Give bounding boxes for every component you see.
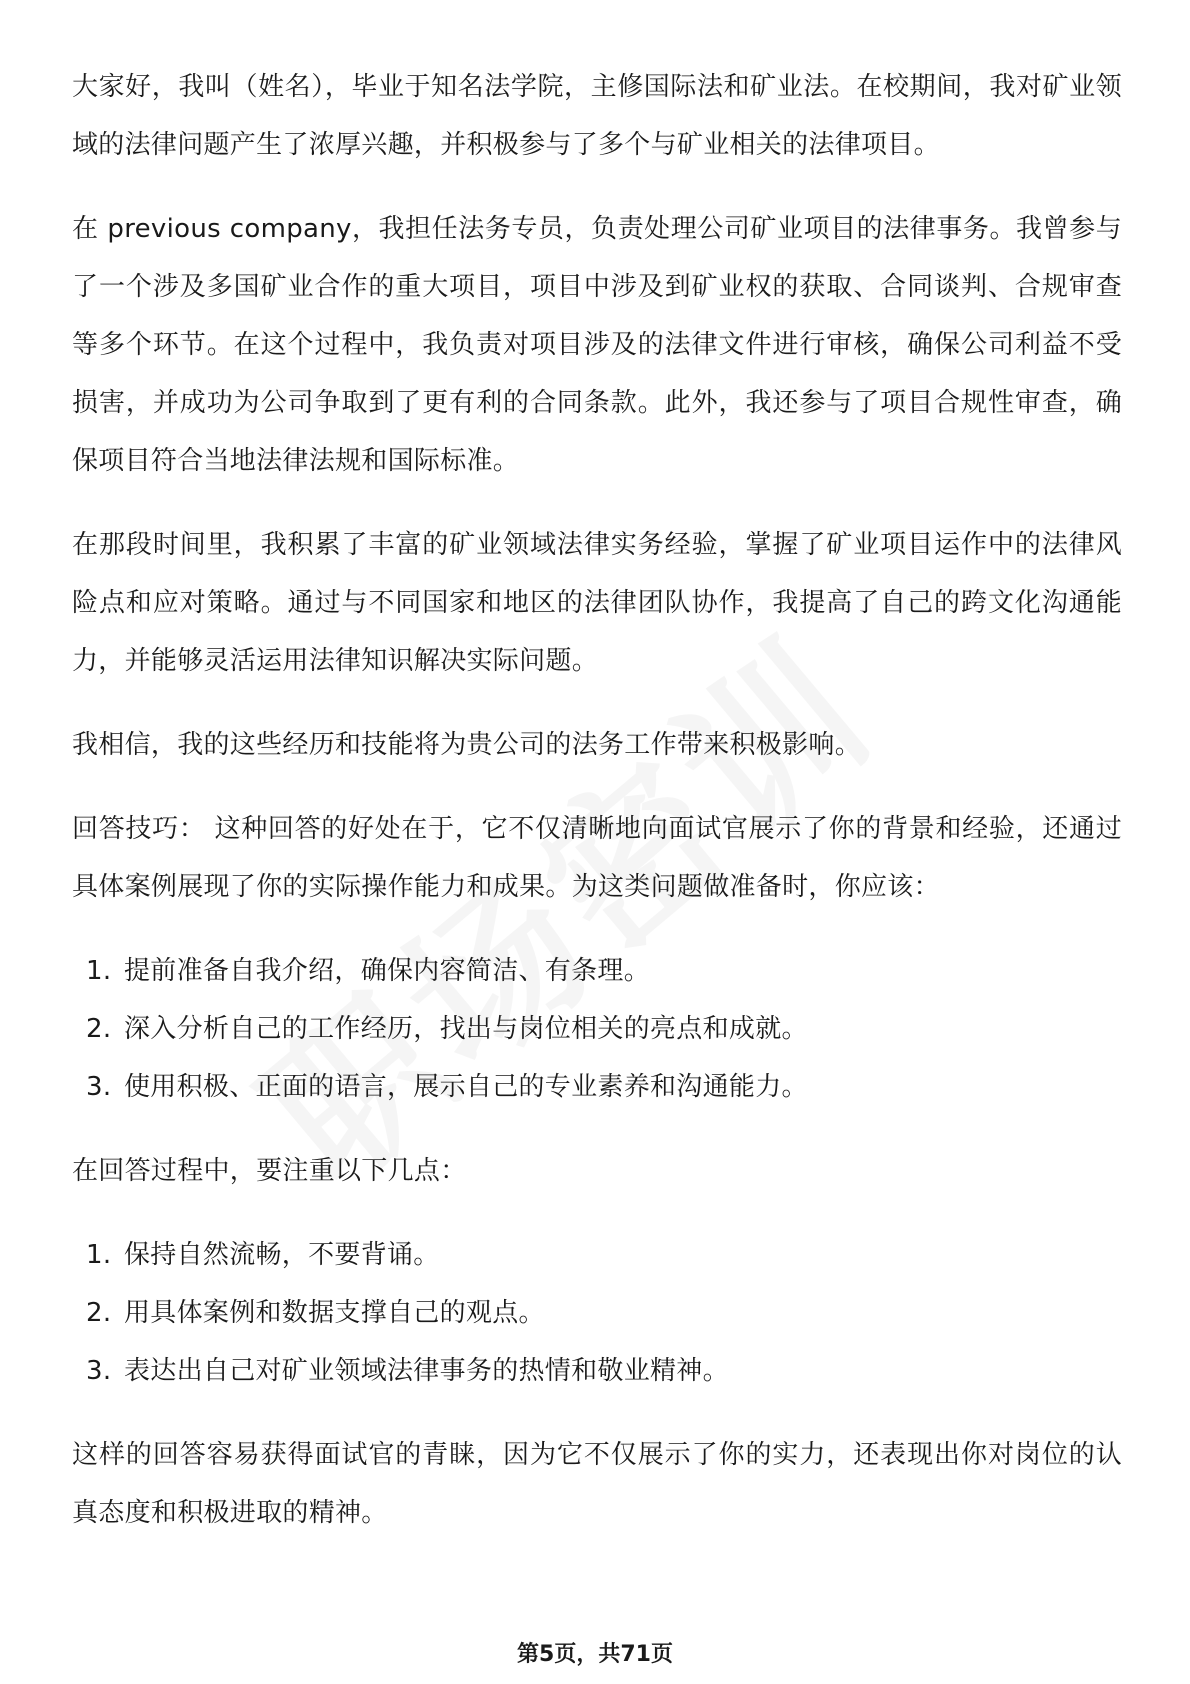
prep-list bbox=[72, 942, 1122, 1116]
page-number: 第5页，共71页 bbox=[517, 1642, 673, 1667]
list-text: 保持自然流畅，不要背诵。 bbox=[124, 1240, 440, 1270]
intro-paragraph: 大家好，我叫（姓名），毕业于知名法学院，主修国际法和矿业法。在校期间，我对矿业领域的法律问题产生了浓厚兴趣，并积极参与了多个与矿业相关的法律项目。 bbox=[72, 72, 1122, 160]
list-number: 2. bbox=[86, 1014, 112, 1044]
list-item bbox=[86, 1226, 1122, 1284]
skills-paragraph: 在那段时间里，我积累了丰富的矿业领域法律实务经验，掌握了矿业项目运作中的法律风险点和应对策略。通过与不同国家和地区的法律团队协作，我提高了自己的跨文化沟通能力，并能够灵活运用法律知识解决实际问题。 bbox=[72, 530, 1122, 676]
list-number: 2. bbox=[86, 1298, 112, 1328]
list-number: 3. bbox=[86, 1072, 112, 1102]
list-item bbox=[86, 1058, 1122, 1116]
list-item bbox=[86, 1284, 1122, 1342]
list-number: 3. bbox=[86, 1356, 112, 1386]
list-text: 使用积极、正面的语言，展示自己的专业素养和沟通能力。 bbox=[124, 1072, 808, 1102]
conclusion-paragraph: 这样的回答容易获得面试官的青睐，因为它不仅展示了你的实力，还表现出你对岗位的认真态度和积极进取的精神。 bbox=[72, 1440, 1122, 1528]
focus-intro: 在回答过程中，要注重以下几点： bbox=[72, 1156, 467, 1186]
tips-paragraph: 回答技巧： 这种回答的好处在于，它不仅清晰地向面试官展示了你的背景和经验，还通过具体案例展现了你的实际操作能力和成果。为这类问题做准备时，你应该： bbox=[72, 814, 1122, 902]
list-number: 1. bbox=[86, 1240, 112, 1270]
list-text: 提前准备自我介绍，确保内容简洁、有条理。 bbox=[124, 956, 651, 986]
focus-list bbox=[72, 1226, 1122, 1400]
list-item bbox=[86, 942, 1122, 1000]
experience-paragraph: 在 previous company，我担任法务专员，负责处理公司矿业项目的法律事务。我曾参与了一个涉及多国矿业合作的重大项目，项目中涉及到矿业权的获取、合同谈判、合规审查等多个环节。在这个过程中，我负责对项目涉及的法律文件进行审核，确保公司利益不受损害，并成功为公司争取到了更有利的合同条款。此外，我还参与了项目合规性审查，确保项目符合当地法律法规和国际标准。 bbox=[72, 214, 1122, 476]
list-item bbox=[86, 1342, 1122, 1400]
list-text: 表达出自己对矿业领域法律事务的热情和敬业精神。 bbox=[124, 1356, 729, 1386]
list-text: 用具体案例和数据支撑自己的观点。 bbox=[124, 1298, 545, 1328]
list-text: 深入分析自己的工作经历，找出与岗位相关的亮点和成就。 bbox=[124, 1014, 808, 1044]
document-page bbox=[72, 58, 1122, 1568]
belief-paragraph: 我相信，我的这些经历和技能将为贵公司的法务工作带来积极影响。 bbox=[72, 730, 862, 760]
list-number: 1. bbox=[86, 956, 112, 986]
list-item bbox=[86, 1000, 1122, 1058]
